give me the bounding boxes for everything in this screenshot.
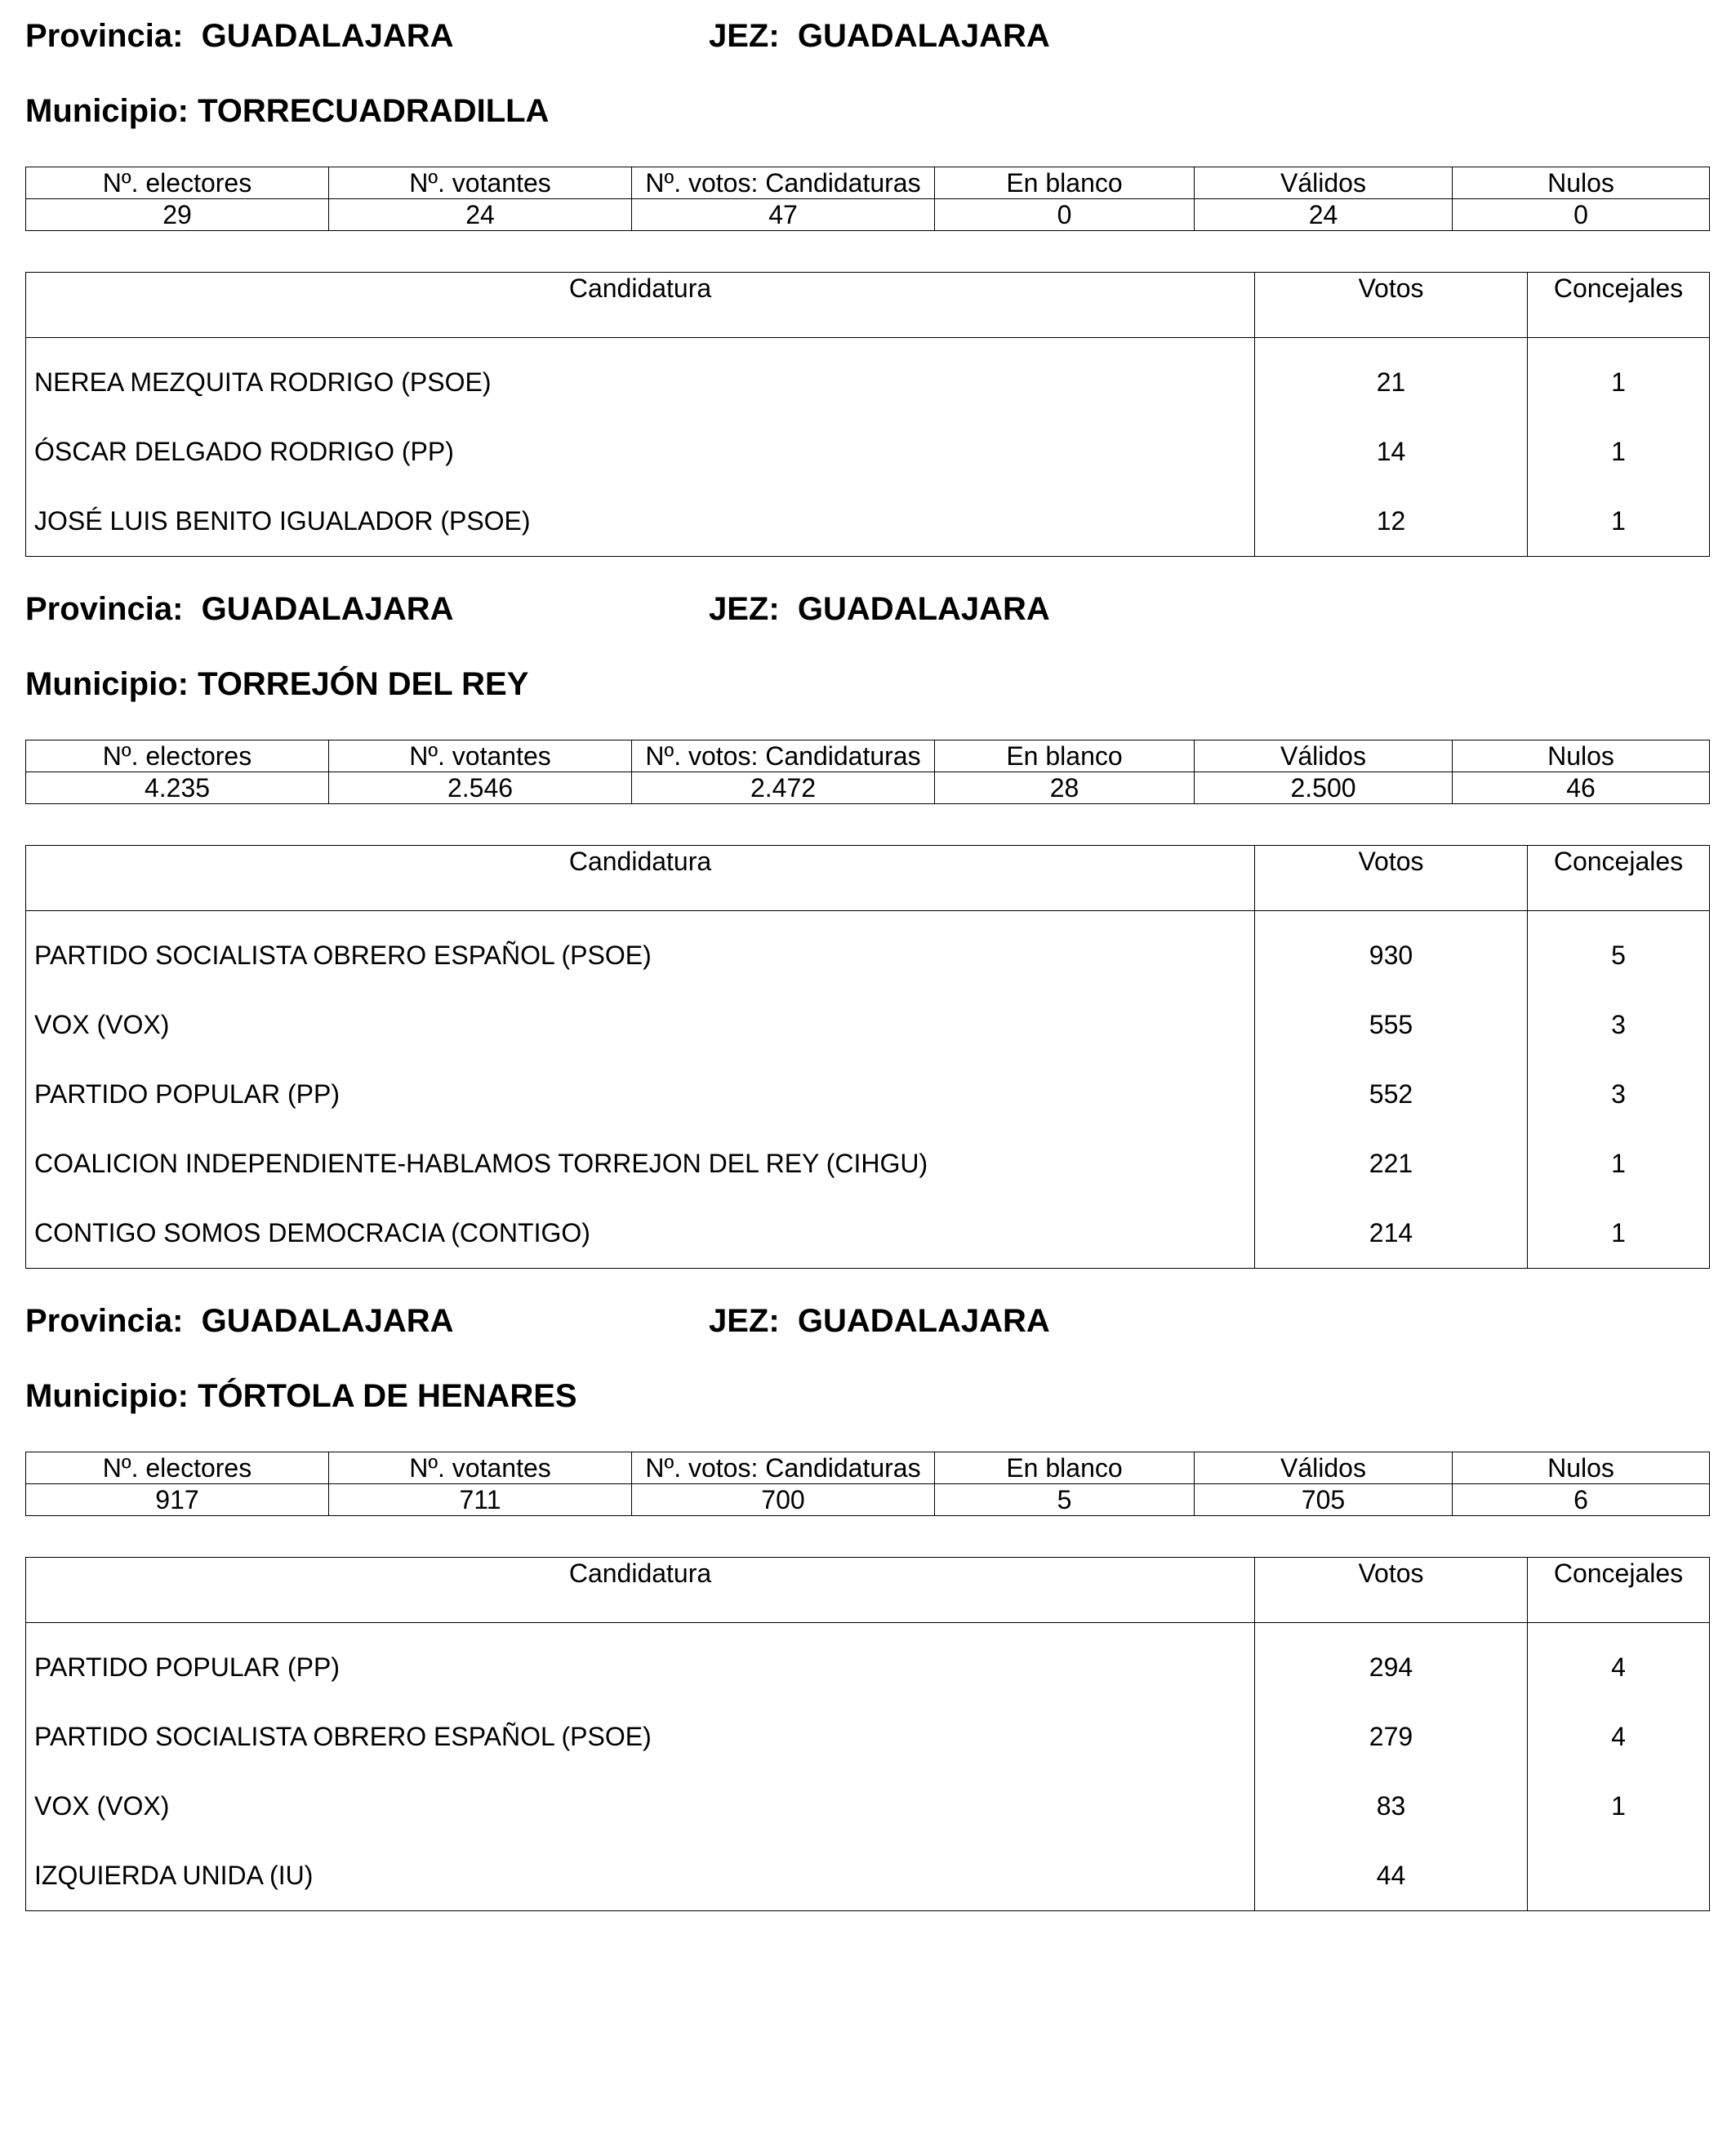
summary-header-cell: Nº. votantes: [329, 167, 632, 199]
candidatura-votos: 930: [1255, 911, 1528, 991]
summary-table: [25, 1452, 1710, 1516]
summary-value-cell: 2.546: [329, 772, 632, 804]
summary-header-cell: Nº. electores: [26, 167, 329, 199]
municipio-line: [25, 1376, 577, 1416]
provincia-value: GUADALAJARA: [201, 18, 454, 54]
summary-value-cell: 28: [935, 772, 1195, 804]
summary-value-cell: 4.235: [26, 772, 329, 804]
summary-value-cell: 6: [1453, 1484, 1710, 1516]
summary-value-row: [26, 1484, 1710, 1516]
summary-header-cell: Nº. votantes: [329, 1452, 632, 1484]
header-votos: Votos: [1255, 1558, 1528, 1623]
table-row: [26, 338, 1710, 418]
summary-table: [25, 167, 1710, 231]
summary-header-cell: Válidos: [1195, 167, 1453, 199]
summary-value-row: [26, 199, 1710, 231]
header-concejales: Concejales: [1528, 1558, 1710, 1623]
provincia-value: GUADALAJARA: [201, 1303, 454, 1339]
municipio-value: TÓRTOLA DE HENARES: [198, 1378, 577, 1414]
candidatura-concejales: [1528, 1841, 1710, 1911]
candidatura-concejales: 1: [1528, 1198, 1710, 1269]
summary-value-cell: 0: [935, 199, 1195, 231]
candidatura-name: JOSÉ LUIS BENITO IGUALADOR (PSOE): [34, 506, 531, 536]
header-concejales: Concejales: [1528, 846, 1710, 911]
candidatura-name: IZQUIERDA UNIDA (IU): [34, 1861, 314, 1890]
candidaturas-table: [25, 272, 1710, 557]
candidatura-concejales: 5: [1528, 911, 1710, 991]
candidatura-concejales: 1: [1528, 1772, 1710, 1841]
jez-group: [709, 16, 1050, 56]
jez-label: JEZ:: [709, 591, 780, 627]
table-row: [26, 1198, 1710, 1269]
summary-value-cell: 0: [1453, 199, 1710, 231]
provincia-label: Provincia:: [25, 1303, 184, 1339]
summary-value-cell: 700: [632, 1484, 935, 1516]
candidatura-votos: 555: [1255, 990, 1528, 1060]
candidatura-concejales: 1: [1528, 417, 1710, 487]
summary-header-cell: Nulos: [1453, 167, 1710, 199]
jez-value: GUADALAJARA: [797, 18, 1050, 54]
summary-header-cell: Nº. votos: Candidaturas: [632, 167, 935, 199]
municipio-label: Municipio:: [25, 666, 189, 702]
municipio-value: TORREJÓN DEL REY: [198, 666, 529, 702]
header-votos: Votos: [1255, 846, 1528, 911]
candidaturas-header-row: [26, 846, 1710, 911]
candidaturas-table: [25, 1557, 1710, 1911]
table-row: [26, 1623, 1710, 1703]
header-concejales: Concejales: [1528, 273, 1710, 338]
candidatura-name: PARTIDO SOCIALISTA OBRERO ESPAÑOL (PSOE): [34, 1722, 652, 1751]
candidatura-concejales: 1: [1528, 338, 1710, 418]
provincia-label: Provincia:: [25, 591, 184, 627]
header-candidatura: Candidatura: [26, 1558, 1255, 1623]
candidatura-name: COALICION INDEPENDIENTE-HABLAMOS TORREJON DEL REY (CIHGU): [34, 1149, 928, 1178]
header-candidatura: Candidatura: [26, 273, 1255, 338]
candidatura-votos: 14: [1255, 417, 1528, 487]
summary-table: [25, 740, 1710, 804]
header-votos: Votos: [1255, 273, 1528, 338]
summary-value-cell: 711: [329, 1484, 632, 1516]
candidatura-votos: 279: [1255, 1702, 1528, 1772]
summary-header-cell: Nulos: [1453, 1452, 1710, 1484]
municipio-label: Municipio:: [25, 1378, 189, 1414]
provincia-line: [25, 589, 1050, 629]
candidatura-name: PARTIDO POPULAR (PP): [34, 1652, 340, 1682]
summary-header-row: [26, 1452, 1710, 1484]
municipio-label: Municipio:: [25, 93, 189, 129]
candidatura-name: CONTIGO SOMOS DEMOCRACIA (CONTIGO): [34, 1218, 590, 1247]
provincia-label: Provincia:: [25, 18, 184, 54]
jez-group: [709, 589, 1050, 629]
candidatura-concejales: 3: [1528, 1060, 1710, 1129]
summary-header-cell: Nº. electores: [26, 1452, 329, 1484]
summary-header-cell: Válidos: [1195, 1452, 1453, 1484]
summary-header-cell: Nº. votos: Candidaturas: [632, 1452, 935, 1484]
summary-value-cell: 46: [1453, 772, 1710, 804]
summary-header-cell: Nulos: [1453, 740, 1710, 772]
candidatura-votos: 552: [1255, 1060, 1528, 1129]
candidatura-name: PARTIDO SOCIALISTA OBRERO ESPAÑOL (PSOE): [34, 941, 652, 970]
table-row: [26, 1060, 1710, 1129]
candidatura-name: VOX (VOX): [34, 1791, 170, 1821]
summary-header-cell: Nº. votantes: [329, 740, 632, 772]
candidatura-votos: 221: [1255, 1129, 1528, 1198]
summary-header-cell: En blanco: [935, 167, 1195, 199]
candidatura-votos: 294: [1255, 1623, 1528, 1703]
jez-label: JEZ:: [709, 1303, 780, 1339]
table-row: [26, 487, 1710, 557]
jez-group: [709, 1301, 1050, 1341]
provincia-value: GUADALAJARA: [201, 591, 454, 627]
summary-header-row: [26, 167, 1710, 199]
jez-value: GUADALAJARA: [797, 591, 1050, 627]
summary-header-row: [26, 740, 1710, 772]
summary-value-cell: 47: [632, 199, 935, 231]
candidaturas-header-row: [26, 1558, 1710, 1623]
candidatura-name: VOX (VOX): [34, 1010, 170, 1039]
candidatura-concejales: 1: [1528, 1129, 1710, 1198]
candidaturas-header-row: [26, 273, 1710, 338]
candidatura-votos: 83: [1255, 1772, 1528, 1841]
candidatura-name: NEREA MEZQUITA RODRIGO (PSOE): [34, 367, 492, 397]
candidatura-concejales: 1: [1528, 487, 1710, 557]
municipio-value: TORRECUADRADILLA: [198, 93, 550, 129]
summary-value-cell: 917: [26, 1484, 329, 1516]
summary-value-cell: 2.500: [1195, 772, 1453, 804]
candidatura-name: PARTIDO POPULAR (PP): [34, 1079, 340, 1109]
table-row: [26, 1841, 1710, 1911]
summary-header-cell: Nº. electores: [26, 740, 329, 772]
provincia-line: [25, 1301, 1050, 1341]
jez-label: JEZ:: [709, 18, 780, 54]
table-row: [26, 1772, 1710, 1841]
candidatura-concejales: 4: [1528, 1623, 1710, 1703]
summary-value-cell: 2.472: [632, 772, 935, 804]
summary-header-cell: Nº. votos: Candidaturas: [632, 740, 935, 772]
jez-value: GUADALAJARA: [797, 1303, 1050, 1339]
municipio-line: [25, 665, 528, 704]
summary-value-cell: 5: [935, 1484, 1195, 1516]
candidatura-name: ÓSCAR DELGADO RODRIGO (PP): [34, 437, 454, 466]
summary-value-cell: 29: [26, 199, 329, 231]
municipio-line: [25, 91, 549, 131]
candidatura-votos: 44: [1255, 1841, 1528, 1911]
summary-value-cell: 24: [329, 199, 632, 231]
table-row: [26, 990, 1710, 1060]
summary-header-cell: En blanco: [935, 1452, 1195, 1484]
provincia-line: [25, 16, 1050, 56]
candidatura-concejales: 3: [1528, 990, 1710, 1060]
candidatura-votos: 12: [1255, 487, 1528, 557]
summary-value-cell: 24: [1195, 199, 1453, 231]
table-row: [26, 417, 1710, 487]
summary-header-cell: Válidos: [1195, 740, 1453, 772]
candidaturas-table: [25, 845, 1710, 1269]
table-row: [26, 911, 1710, 991]
header-candidatura: Candidatura: [26, 846, 1255, 911]
table-row: [26, 1129, 1710, 1198]
candidatura-votos: 21: [1255, 338, 1528, 418]
candidatura-votos: 214: [1255, 1198, 1528, 1269]
summary-value-row: [26, 772, 1710, 804]
summary-header-cell: En blanco: [935, 740, 1195, 772]
summary-value-cell: 705: [1195, 1484, 1453, 1516]
candidatura-concejales: 4: [1528, 1702, 1710, 1772]
table-row: [26, 1702, 1710, 1772]
